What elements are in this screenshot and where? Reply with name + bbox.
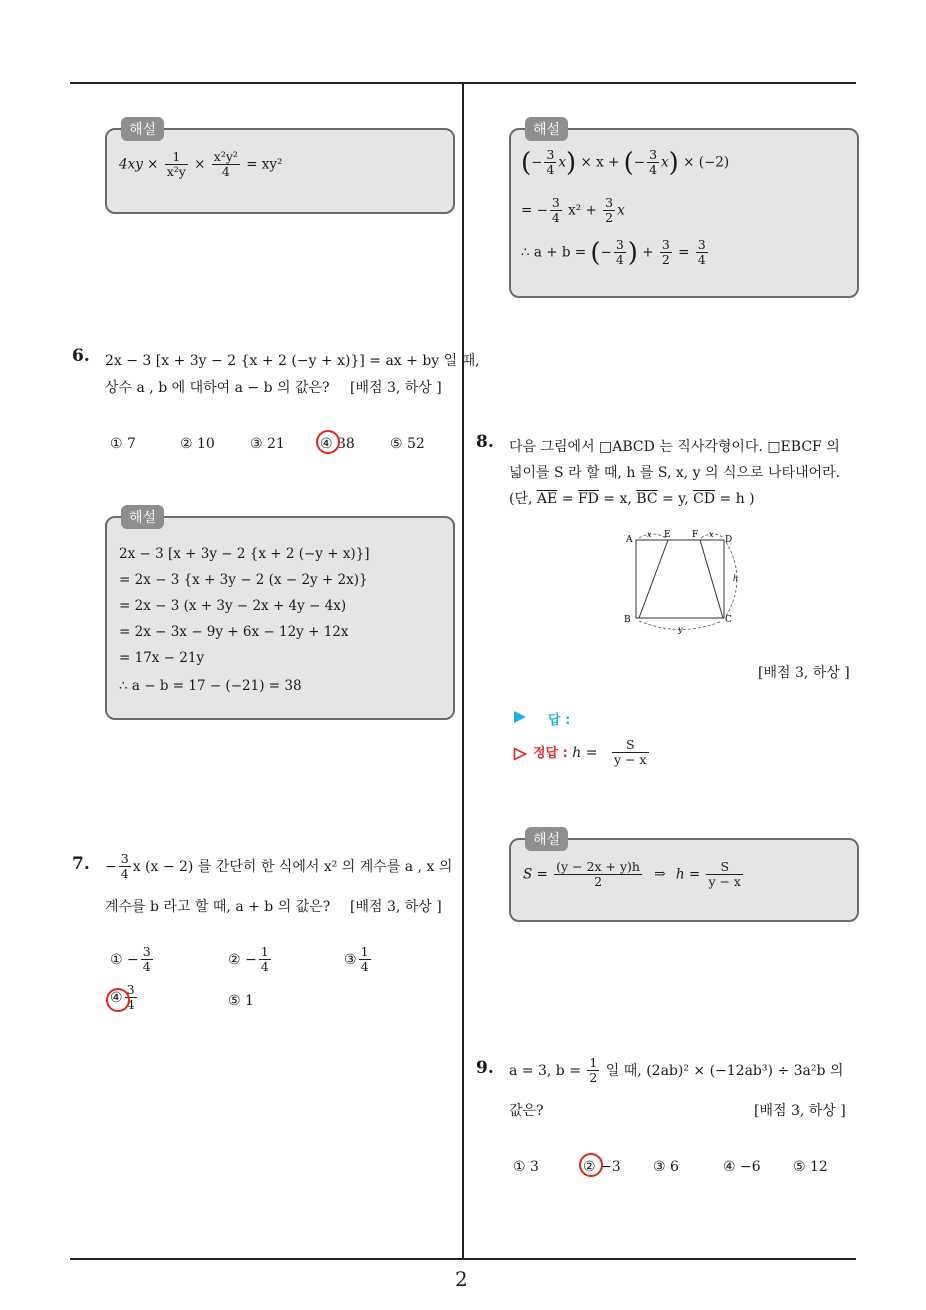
choice-5[interactable]: ⑤ 52 [390,436,425,452]
question-text: 2x − 3 [x + 3y − 2 {x + 2 (−y + x)}] = ax + by 일 때, [105,353,480,369]
solution-line: = 2x − 3 (x + 3y − 2x + 4y − 4x) [119,598,347,614]
question-text: a = 3, b = $\frac{1}{2}$ 일 때, (2ab)² × (−12ab³) ÷ 3a²b 의 [509,1055,844,1086]
question-text: 다음 그림에서 □ABCD 는 직사각형이다. □EBCF 의 [509,439,840,455]
question-text: (단, $\overline{AE} = \overline{FD} = x$, $\overline{BC} = y$, $\overline{CD} = h$ ) [509,491,755,507]
choice-5[interactable]: ⑤ 1 [228,993,254,1009]
solution-line: S = $\frac{(y - 2x + y)h}{2}$ ⇒ h = $\frac{S}{y - x}$ [523,859,741,890]
solution-line: ∴ a + b = (− $\frac{3}{4}$ ) + $\frac{3}{2}$ = $\frac{3}{4}$ [521,237,706,268]
page-number: 2 [455,1267,468,1291]
choice-4[interactable]: ④ $\frac{3}{4}$ [110,982,135,1013]
figure-label-x: x [647,530,652,539]
answer-play-icon [513,710,527,724]
choice-3[interactable]: ③ $\frac{1}{4}$ [344,944,369,975]
choice-1[interactable]: ① − $\frac{3}{4}$ [110,944,151,975]
fraction: $\frac{3}{4}$ [120,851,129,882]
solution-label: 해설 [121,505,164,529]
solution-box-q7 [509,122,859,298]
solution-label: 해설 [121,117,164,141]
choice-2[interactable]: ② 10 [180,436,215,452]
correct-answer-icon [513,747,527,761]
solution-line: ∴ a − b = 17 − (−21) = 38 [119,678,302,694]
solution-q5-expression: 4xy × $\frac{1}{\text{x²y}}$ × $\frac{\text{x²y²}}{4}$ = xy² [119,149,283,180]
question-text: − $\frac{3}{4}$ x (x − 2) 를 간단히 한 식에서 x² 의 계수를 a , x 의 [105,851,453,882]
question-number: 9. [476,1058,494,1078]
choice-4[interactable]: ④ −6 [723,1159,761,1175]
question-meta: [배점 3, 하상 ] [758,665,850,681]
solution-line: = 2x − 3x − 9y + 6x − 12y + 12x [119,624,349,640]
question-meta: [배점 3, 하상 ] [350,380,442,396]
answer-mark-circle [316,430,340,454]
solution-line: = 17x − 21y [119,650,205,666]
question-meta: [배점 3, 하상 ] [754,1103,846,1119]
figure-label-B: B [624,615,631,625]
figure-label-h: h [733,574,739,583]
fraction: $\frac{1}{\text{x²y}}$ [166,149,186,180]
answer-mark-circle [106,988,130,1012]
solution-line: = 2x − 3 {x + 3y − 2 (x − 2y + 2x)} [119,572,368,588]
answer-mark-circle [579,1153,603,1177]
fraction: $\frac{\text{x²y²}}{4}$ [213,149,238,180]
solution-line: 2x − 3 [x + 3y − 2 {x + 2 (−y + x)}] [119,546,370,562]
choice-1[interactable]: ① 7 [110,436,136,452]
answer-label: 답 : [548,713,571,728]
solution-label: 해설 [525,827,568,851]
figure-label-y: y [678,625,683,634]
solution-box-q5 [105,122,455,214]
question-number: 6. [72,346,90,366]
question-number: 8. [476,432,494,452]
bottom-rule [70,1258,856,1260]
choice-3[interactable]: ③ 6 [653,1159,679,1175]
figure-label-E: E [664,530,671,540]
question-meta: [배점 3, 하상 ] [350,899,442,915]
question-number: 7. [72,854,90,874]
question-text: 상수 a , b 에 대하여 a − b 의 값은? [105,380,330,396]
choice-1[interactable]: ① 3 [513,1159,539,1175]
choice-4[interactable]: ④ 38 [320,436,355,452]
solution-box-q6 [105,510,455,720]
question-text: 값은? [509,1103,544,1119]
choice-2[interactable]: ② −3 [583,1159,621,1175]
solution-box-q8 [509,832,859,922]
solution-line: (− $\frac{3}{4}$ x) × x + (− $\frac{3}{4}$ x) × (−2) [521,147,730,178]
figure-label-F: F [692,530,699,540]
correct-answer: 정답 : h = $\frac{S}{y - x}$ [533,737,647,768]
choice-2[interactable]: ② − $\frac{1}{4}$ [228,944,269,975]
figure-label-x: x [709,530,714,539]
solution-label: 해설 [525,117,568,141]
figure-label-C: C [725,615,732,625]
figure-label-D: D [725,535,733,545]
column-divider [462,82,464,1260]
choice-5[interactable]: ⑤ 12 [793,1159,828,1175]
question-text: 계수를 b 라고 할 때, a + b 의 값은? [105,899,331,915]
figure-label-A: A [626,535,633,545]
solution-line: = − $\frac{3}{4}$ x² + $\frac{3}{2}$ x [521,195,625,226]
rectangle-figure [622,526,748,636]
question-text: 넓이를 S 라 할 때, h 를 S, x, y 의 식으로 나타내어라. [509,465,841,481]
choice-3[interactable]: ③ 21 [250,436,285,452]
